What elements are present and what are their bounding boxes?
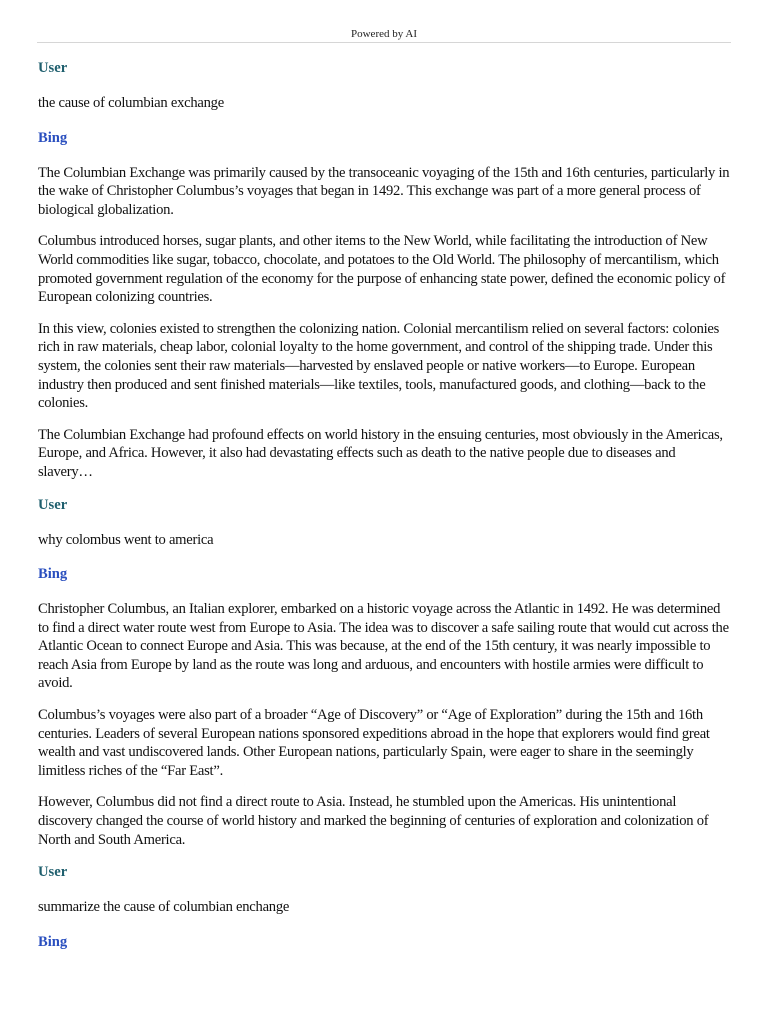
speaker-label-bing: Bing [38,566,68,583]
user-message: the cause of columbian exchange [38,95,224,111]
bing-paragraph: Christopher Columbus, an Italian explorer, embarked on a historic voyage across the Atlantic in 1492. He was determined to find a direct water route west from Europe to Asia. The idea was to discover a safe sailing route that would cut across the Atlantic Ocean to connect Europe and Asia. This was because, at the end of the 15th century, it was nearly impossible to reach Asia from Europe by land as the route was long and arduous, and encounters with hostile armies were difficult to avoid. [38,601,729,692]
speaker-label-bing: Bing [38,129,68,146]
bing-paragraph: However, Columbus did not find a direct route to Asia. Instead, he stumbled upon the Americas. His unintentional discovery changed the course of world history and marked the beginning of centuries of exploration and colonization of North and South America. [38,794,709,848]
page-header [37,26,731,43]
header-text: Powered by AI [351,28,417,40]
user-message: why colombus went to america [38,531,214,548]
speaker-label-user: User [38,60,68,76]
bing-paragraph: The Columbian Exchange was primarily caused by the transoceanic voyaging of the 15th and 16th centuries, particularly in the wake of Christopher Columbus’s voyages that began in 1492. This exchange was part of a more general process of biological globalization. [38,164,730,218]
bing-paragraph: Columbus introduced horses, sugar plants, and other items to the New World, while facilitating the introduction of New World commodities like sugar, tobacco, chocolate, and potatoes to the Old World. The philosophy of mercantilism, which promoted government regulation of the economy for the purpose of enhancing state power, defined the economic policy of European colonizing countries. [38,233,726,306]
speaker-label-user: User [38,864,68,881]
speaker-label-user: User [38,496,68,513]
bing-paragraph: In this view, colonies existed to strengthen the colonizing nation. Colonial mercantilism relied on several factors: colonies rich in raw materials, cheap labor, colonial loyalty to the home government, and control of the shipping trade. Under this system, the colonies sent their raw materials—harvested by enslaved people or native workers—to Europe. European industry then produced and sent finished materials—like textiles, tools, manufactured goods, and clothing—back to the colonies. [38,320,720,412]
bing-paragraph: The Columbian Exchange had profound effects on world history in the ensuing centuries, most obviously in the Americas, Europe, and Africa. However, it also had devastating effects such as death to the native people due to diseases and slavery… [38,426,723,480]
user-message: summarize the cause of columbian enchange [38,899,290,916]
speaker-label-bing: Bing [38,933,68,950]
bing-paragraph: Columbus’s voyages were also part of a broader “Age of Discovery” or “Age of Exploration” during the 15th and 16th centuries. Leaders of several European nations sponsored expeditions abroad in the hope that explorers would find great wealth and vast undiscovered lands. Other European nations, particularly Spain, were eager to share in the seemingly limitless riches of the “Far East”. [38,707,710,779]
conversation [38,58,730,968]
